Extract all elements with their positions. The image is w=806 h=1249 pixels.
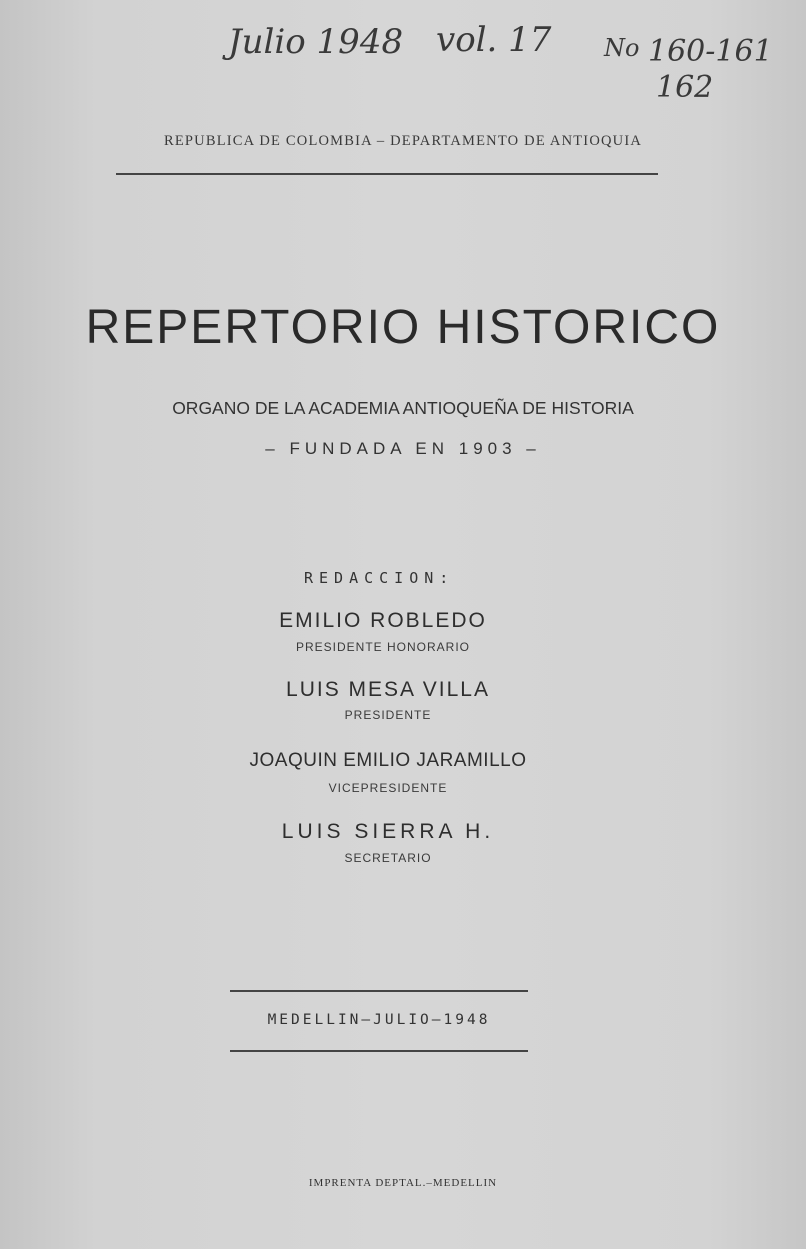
- place-date: MEDELLIN–JULIO–1948: [267, 1012, 491, 1028]
- handwritten-number-extra: 162: [656, 70, 714, 105]
- handwritten-number-range: 160-161: [648, 34, 773, 69]
- member-name: JOAQUIN EMILIO JARAMILLO: [249, 750, 527, 771]
- place-divider-top: [230, 990, 528, 992]
- member-name: LUIS MESA VILLA: [286, 678, 490, 701]
- handwritten-volume: vol. 17: [436, 20, 552, 60]
- member-role: PRESIDENTE: [344, 708, 432, 722]
- member-role: PRESIDENTE HONORARIO: [295, 640, 471, 654]
- member-role: VICEPRESIDENTE: [328, 781, 448, 795]
- journal-title: REPERTORIO HISTORICO: [85, 301, 721, 354]
- republic-header: REPUBLICA DE COLOMBIA – DEPARTAMENTO DE ANTIOQUIA: [163, 133, 643, 149]
- member-name: LUIS SIERRA H.: [281, 820, 495, 843]
- handwritten-date: Julio 1948: [228, 22, 404, 62]
- place-divider-bottom: [230, 1050, 528, 1052]
- journal-subtitle: ORGANO DE LA ACADEMIA ANTIOQUEÑA DE HISTORIA: [172, 398, 634, 418]
- member-role: SECRETARIO: [344, 851, 432, 865]
- printer-imprint: IMPRENTA DEPTAL.–MEDELLIN: [308, 1177, 498, 1189]
- header-divider: [116, 173, 658, 175]
- founded-line: – FUNDADA EN 1903 –: [265, 439, 541, 458]
- handwritten-number-label: No: [604, 34, 640, 62]
- redaccion-label: REDACCION:: [304, 569, 455, 587]
- member-name: EMILIO ROBLEDO: [279, 609, 487, 632]
